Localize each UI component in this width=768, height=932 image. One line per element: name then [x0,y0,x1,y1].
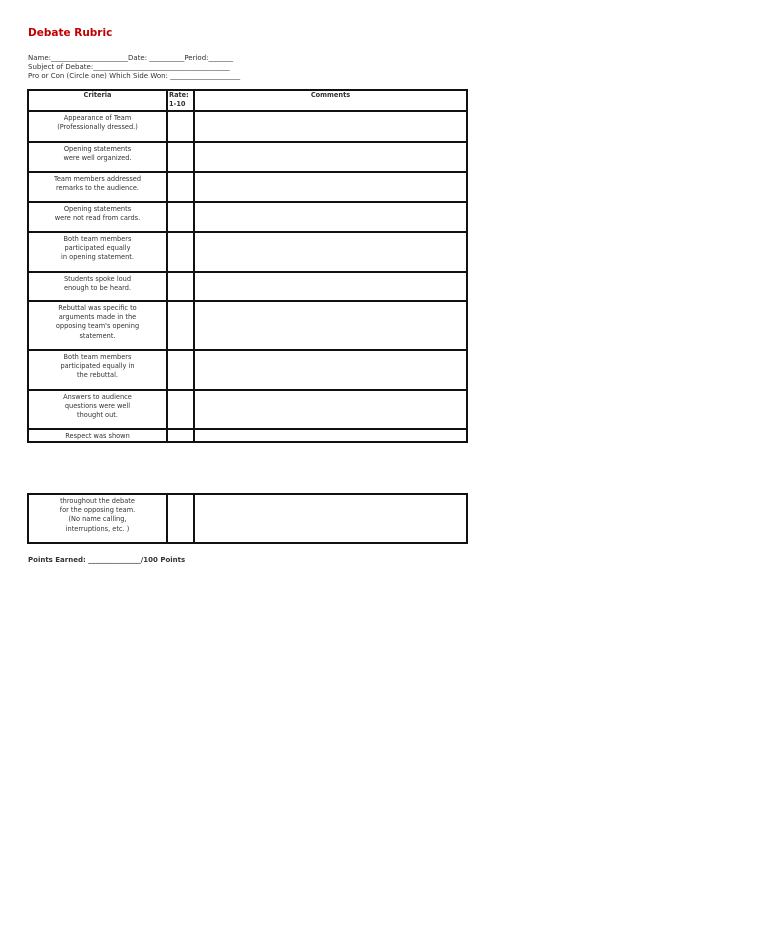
rate-cell [167,202,194,232]
criteria-cell [28,429,167,442]
criteria-line: (No name calling, [68,515,127,524]
criteria-cell [28,494,167,543]
rate-header [167,90,194,111]
comments-cell [194,172,467,202]
criteria-line: participated equally in [60,362,135,371]
comments-cell [194,202,467,232]
rubric-table-continued [27,493,468,544]
rate-header-line-1: Rate: [169,91,189,99]
page-title: Debate Rubric [28,27,113,39]
criteria-line: Respect was shown [65,432,130,440]
comments-cell [194,429,467,442]
criteria-cell [28,232,167,272]
winning-side-line: Pro or Con (Circle one) Which Side Won: ____________________ [28,72,241,80]
table-row [28,172,467,202]
comments-cell [194,301,467,350]
rate-cell [167,142,194,172]
table-row [28,301,467,350]
criteria-line: statement. [79,331,116,340]
table-row [28,390,467,429]
criteria-line: were not read from cards. [54,214,141,223]
rubric-table [27,89,468,443]
points-earned: Points Earned: _______________/100 Points [28,556,186,564]
criteria-line: arguments made in the [58,313,137,322]
criteria-line: thought out. [77,411,118,420]
criteria-header: Criteria [28,90,167,111]
criteria-line: opposing team's opening [55,322,140,331]
comments-cell [194,142,467,172]
table-row [28,494,467,543]
table-row [28,429,467,442]
criteria-line: participated equally [64,244,131,253]
criteria-line: Students spoke loud [63,275,132,283]
criteria-cell [28,272,167,301]
rate-cell [167,272,194,301]
comments-header: Comments [194,90,467,111]
table-row [28,272,467,301]
subject-of-debate-line: Subject of Debate:_______________________________________ [28,63,230,71]
criteria-line: were well organized. [63,154,132,163]
criteria-cell [28,142,167,172]
criteria-cell [28,202,167,232]
comments-cell [194,390,467,429]
table-row [28,232,467,272]
table-row [28,350,467,390]
criteria-line: the rebuttal. [76,371,119,380]
comments-cell [194,350,467,390]
criteria-line: remarks to the audience. [55,184,140,193]
criteria-line: Team members addressed [53,175,142,183]
criteria-line: Both team members [63,353,132,361]
comments-cell [194,232,467,272]
criteria-cell [28,301,167,350]
rate-cell [167,301,194,350]
criteria-line: for the opposing team. [59,506,136,515]
criteria-cell [28,390,167,429]
criteria-line: throughout the debate [60,497,135,505]
rate-cell [167,172,194,202]
criteria-line: Opening statements [63,205,132,213]
table-row [28,111,467,142]
rate-cell [167,494,194,543]
rate-cell [167,350,194,390]
comments-cell [194,272,467,301]
criteria-line: in opening statement. [61,253,134,262]
criteria-line: (Professionally dressed.) [57,123,138,132]
table-row [28,142,467,172]
comments-cell [194,111,467,142]
criteria-line: questions were well [64,402,131,411]
table-row [28,202,467,232]
rubric-rows [28,111,467,442]
criteria-line: Both team members [63,235,132,243]
criteria-cell [28,172,167,202]
rate-cell [167,429,194,442]
criteria-line: enough to be heard. [63,284,132,293]
comments-cell [194,494,467,543]
criteria-line: Opening statements [63,145,132,153]
criteria-cell [28,350,167,390]
criteria-line: interruptions, etc. ) [65,524,130,533]
rate-cell [167,390,194,429]
criteria-line: Appearance of Team [63,114,132,122]
criteria-line: Answers to audience [63,393,132,401]
criteria-cell [28,111,167,142]
criteria-line: Rebuttal was specific to [58,304,137,312]
rate-header-line-2: 1-10 [169,100,186,109]
name-date-period-line: Name:______________________Date: __________Period:_______ [28,54,234,62]
rate-cell [167,232,194,272]
rate-cell [167,111,194,142]
student-info-fields [28,54,240,81]
